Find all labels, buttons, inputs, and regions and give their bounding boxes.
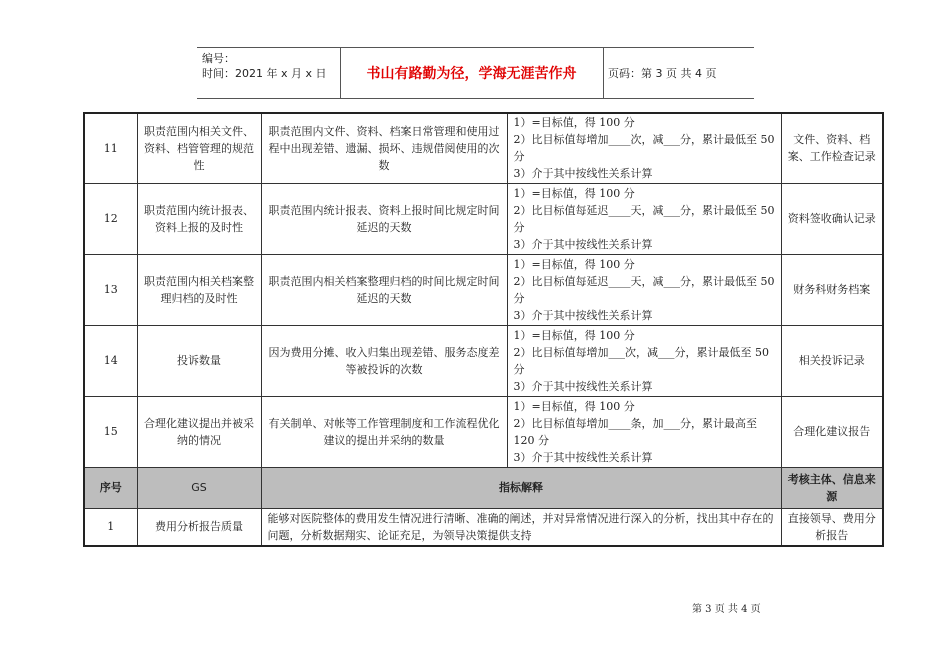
scoring-rule-line: 3）介于其中按线性关系计算 xyxy=(513,308,653,322)
scoring-rule-line: 2）比目标值每延迟____天，减___分，累计最低至 50 分 xyxy=(513,274,775,305)
row-indicator-desc: 职责范围内相关档案整理归档的时间比规定时间延迟的天数 xyxy=(261,254,507,325)
row-indicator-desc: 有关制单、对帐等工作管理制度和工作流程优化建议的提出并采纳的数量 xyxy=(261,396,507,467)
table-row xyxy=(84,254,883,325)
row-source: 合理化建议报告 xyxy=(781,396,883,467)
header-page-number: 页码：第 3 页 共 4 页 xyxy=(608,67,717,80)
row-number: 15 xyxy=(84,396,137,467)
row-source: 直接领导、费用分析报告 xyxy=(781,508,883,546)
row-indicator-name: 合理化建议提出并被采纳的情况 xyxy=(137,396,261,467)
page-header xyxy=(197,47,754,99)
row-indicator-desc: 因为费用分摊、收入归集出现差错、服务态度差等被投诉的次数 xyxy=(261,325,507,396)
table-row xyxy=(84,113,883,183)
row-scoring-rules xyxy=(507,396,781,467)
row-indicator-desc: 职责范围内统计报表、资料上报时间比规定时间延迟的天数 xyxy=(261,183,507,254)
document-date: 时间：2021 年 x 月 x 日 xyxy=(202,67,327,80)
row-source: 相关投诉记录 xyxy=(781,325,883,396)
row-scoring-rules xyxy=(507,113,781,183)
row-number: 11 xyxy=(84,113,137,183)
row-source: 财务科财务档案 xyxy=(781,254,883,325)
scoring-rule-line: 2）比目标值每延迟____天，减___分，累计最低至 50 分 xyxy=(513,203,775,234)
table-row xyxy=(84,396,883,467)
table-row xyxy=(84,325,883,396)
table-row xyxy=(84,508,883,546)
row-scoring-rules xyxy=(507,183,781,254)
row-indicator-name: 费用分析报告质量 xyxy=(137,508,261,546)
row-indicator-desc: 职责范围内文件、资料、档案日常管理和使用过程中出现差错、遗漏、损坏、违规借阅使用的次数 xyxy=(261,113,507,183)
scoring-rule-line: 1）=目标值，得 100 分 xyxy=(513,328,635,342)
row-indicator-name: 职责范围内相关档案整理归档的及时性 xyxy=(137,254,261,325)
column-header-no: 序号 xyxy=(84,467,137,508)
row-indicator-name: 职责范围内统计报表、资料上报的及时性 xyxy=(137,183,261,254)
table-header-row xyxy=(84,467,883,508)
column-header-desc: 指标解释 xyxy=(261,467,781,508)
scoring-rule-line: 1）=目标值，得 100 分 xyxy=(513,257,635,271)
scoring-rule-line: 3）介于其中按线性关系计算 xyxy=(513,379,653,393)
row-number: 1 xyxy=(84,508,137,546)
header-meta xyxy=(197,48,341,98)
scoring-rule-line: 2）比目标值每增加____次，减___分，累计最低至 50 分 xyxy=(513,133,775,164)
scoring-rule-line: 1）=目标值，得 100 分 xyxy=(513,116,635,130)
row-scoring-rules xyxy=(507,254,781,325)
column-header-gs: GS xyxy=(137,467,261,508)
column-header-source: 考核主体、信息来源 xyxy=(781,467,883,508)
scoring-rule-line: 1）=目标值，得 100 分 xyxy=(513,399,635,413)
page-footer: 第 3 页 共 4 页 xyxy=(692,604,761,615)
row-indicator-name: 投诉数量 xyxy=(137,325,261,396)
scoring-rule-line: 1）=目标值，得 100 分 xyxy=(513,186,635,200)
header-motto: 书山有路勤为径，学海无涯苦作舟 xyxy=(340,48,604,98)
kpi-table xyxy=(83,112,884,547)
row-source: 资料签收确认记录 xyxy=(781,183,883,254)
document-number-label: 编号： xyxy=(202,52,235,65)
scoring-rule-line: 2）比目标值每增加___次，减___分，累计最低至 50 分 xyxy=(513,345,769,376)
scoring-rule-line: 3）介于其中按线性关系计算 xyxy=(513,167,653,181)
row-indicator-name: 职责范围内相关文件、资料、档管管理的规范性 xyxy=(137,113,261,183)
table-row xyxy=(84,183,883,254)
row-number: 12 xyxy=(84,183,137,254)
scoring-rule-line: 2）比目标值每增加____条，加___分，累计最高至 120 分 xyxy=(513,416,757,447)
scoring-rule-line: 3）介于其中按线性关系计算 xyxy=(513,450,653,464)
row-source: 文件、资料、档案、工作检查记录 xyxy=(781,113,883,183)
row-scoring-rules xyxy=(507,325,781,396)
row-number: 14 xyxy=(84,325,137,396)
scoring-rule-line: 3）介于其中按线性关系计算 xyxy=(513,237,653,251)
row-number: 13 xyxy=(84,254,137,325)
row-indicator-desc: 能够对医院整体的费用发生情况进行清晰、准确的阐述，并对异常情况进行深入的分析，找出其中存在的问题，分析数据翔实、论证充足，为领导决策提供支持 xyxy=(261,508,781,546)
